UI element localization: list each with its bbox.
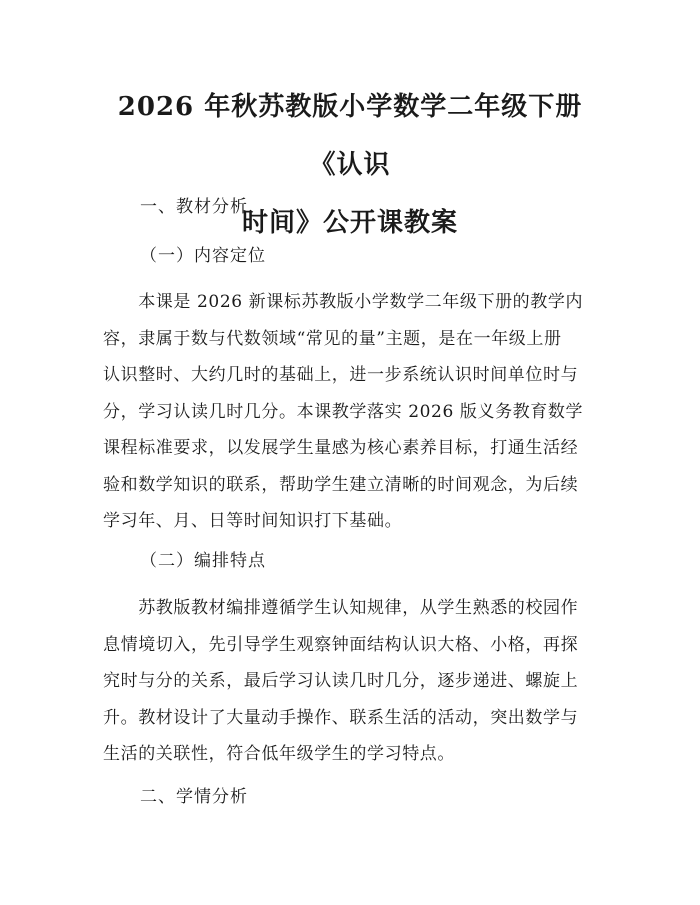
paragraph-content-positioning: [103, 284, 603, 540]
title-line-1: 2026 年秋苏教版小学数学二年级下册《认识: [117, 92, 583, 180]
paragraph-line: 息情境切入，先引导学生观察钟面结构认识大格、小格，再探: [103, 634, 579, 655]
paragraph-line: 究时与分的关系，最后学习认读几时几分，逐步递进、螺旋上: [103, 671, 579, 691]
paragraph-line: 容，隶属于数与代数领域“常见的量”主题，是在一年级上册: [103, 328, 562, 349]
document-title: [95, 78, 605, 252]
paragraph-arrangement-features: [103, 590, 603, 773]
paragraph-line: 生活的关联性，符合低年级学生的学习特点。: [103, 744, 455, 764]
paragraph-line: 本课是 2026 新课标苏教版小学数学二年级下册的教学内: [103, 292, 584, 312]
paragraph-line: 学习年、月、日等时间知识打下基础。: [103, 511, 403, 531]
section-heading-textbook-analysis: 一、教材分析: [140, 197, 248, 217]
paragraph-line: 升。教材设计了大量动手操作、联系生活的活动，突出数学与: [103, 707, 579, 728]
paragraph-line: 课程标准要求，以发展学生量感为核心素养目标，打通生活经: [103, 438, 579, 458]
paragraph-line: 验和数学知识的联系，帮助学生建立清晰的时间观念，为后续: [103, 474, 579, 495]
paragraph-line: 苏教版教材编排遵循学生认知规律，从学生熟悉的校园作: [103, 598, 579, 618]
paragraph-line: 分，学习认读几时几分。本课教学落实 2026 版义务教育数学: [103, 401, 584, 422]
title-line-2: 时间》公开课教案: [241, 208, 458, 238]
paragraph-line: 认识整时、大约几时的基础上，进一步系统认识时间单位时与: [103, 365, 579, 385]
subsection-heading-content-positioning: （一）内容定位: [140, 246, 266, 266]
section-heading-learning-analysis: 二、学情分析: [140, 787, 248, 807]
subsection-heading-arrangement-features: （二）编排特点: [140, 551, 266, 571]
